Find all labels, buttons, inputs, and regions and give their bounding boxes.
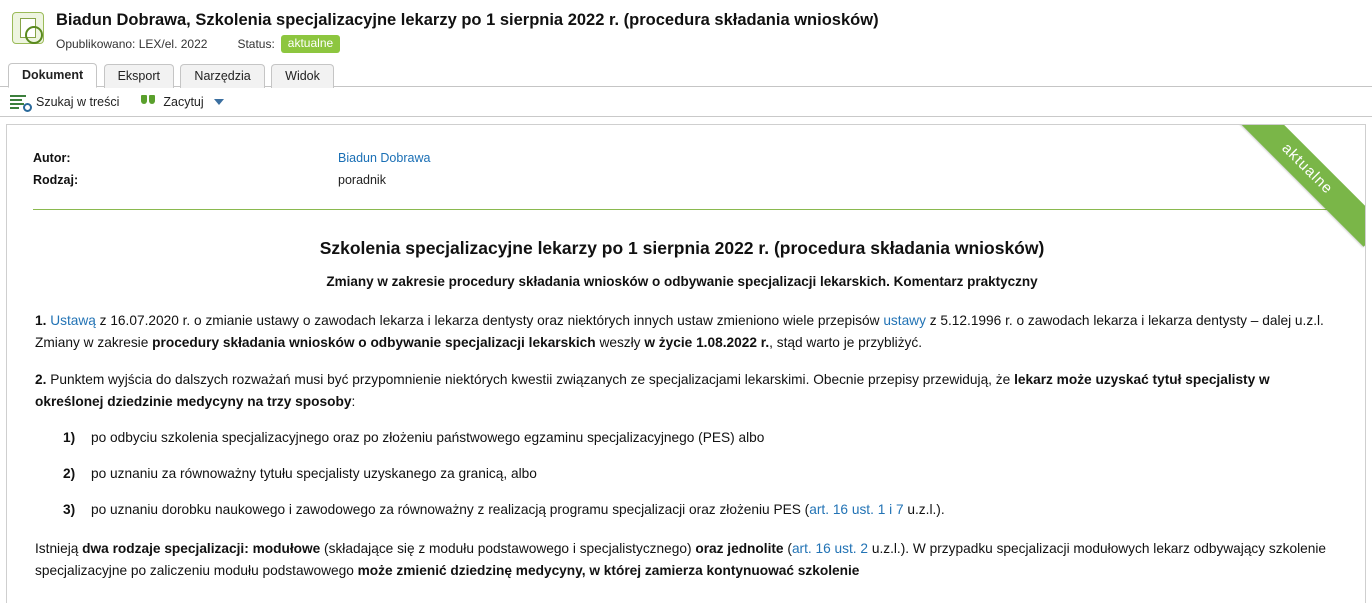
paragraph-3-t3: ( (783, 541, 792, 556)
paragraph-3-t2: (składające się z modułu podstawowego i specjalistycznego) (320, 541, 696, 556)
numbered-list (35, 427, 1329, 521)
paragraph-3-b3: może zmienić dziedzinę medycyny, w której zamierza kontynuować szkolenie (357, 563, 860, 578)
paragraph-3-t4: u.z.l.). W przypadku specjalizacji modułowych lekarz odbywający szkolenie specjalizacyjne po zaliczeniu modułu podstawowego (35, 541, 1326, 578)
list-item (35, 463, 1329, 485)
tab-eksport[interactable]: Eksport (104, 64, 174, 88)
document-meta (56, 35, 879, 53)
cite-label: Zacytuj (163, 94, 204, 109)
cite-button[interactable] (141, 94, 223, 109)
list-item-marker: 1) (63, 430, 76, 445)
paragraph-2-t1: Punktem wyjścia do dalszych rozważań musi być przypomnienie niektórych kwestii związanych ze specjalizacjami lekarskimi. Obecnie przepisy przewidują, że (46, 372, 1015, 387)
field-value-autor (338, 147, 430, 169)
list-item-marker: 2) (63, 466, 76, 481)
list-item (35, 499, 1329, 521)
document-toolbar (0, 87, 1372, 117)
paragraph-3-b1: dwa rodzaje specjalizacji: modułowe (82, 541, 321, 556)
document-panel (6, 124, 1366, 603)
author-link[interactable]: Biadun Dobrawa (338, 151, 431, 165)
paragraph-2-number: 2. (35, 372, 47, 387)
paragraph-1-b2: w życie 1.08.2022 r. (644, 335, 770, 350)
document-metadata-fields (7, 125, 1365, 210)
paragraph-2 (35, 369, 1329, 413)
search-icon (10, 94, 30, 110)
document-header (0, 0, 1372, 117)
status-ribbon-label: aktualne (1278, 139, 1337, 198)
paragraph-1 (35, 310, 1329, 354)
tab-dokument[interactable]: Dokument (8, 63, 97, 88)
list-item (35, 427, 1329, 449)
list-item-text: po odbyciu szkolenia specjalizacyjnego oraz po złożeniu państwowego egzaminu specjalizacyjnego (PES) albo (91, 430, 765, 445)
paragraph-3 (35, 538, 1329, 582)
list-item-text: po uznaniu za równoważny tytułu specjalisty uzyskanego za granicą, albo (91, 466, 537, 481)
paragraph-1-link-ustawa[interactable]: Ustawą (50, 313, 96, 328)
paragraph-1-t3: z 5.12.1996 r. o zawodach lekarza i lekarza dentysty – dalej u.z.l. Zmiany w zakresie (35, 313, 1324, 350)
article-title: Szkolenia specjalizacyjne lekarzy po 1 sierpnia 2022 r. (procedura składania wniosków) (319, 238, 1045, 258)
tab-narzedzia[interactable]: Narzędzia (180, 64, 264, 88)
article-subtitle: Zmiany w zakresie procedury składania wniosków o odbywanie specjalizacji lekarskich. Komentarz praktyczny (326, 274, 1038, 289)
published-info: Opublikowano: LEX/el. 2022 (56, 37, 208, 51)
title-block (56, 10, 879, 53)
tab-bar (0, 62, 1372, 87)
paragraph-3-t1: Istnieją (35, 541, 83, 556)
status-badge: aktualne (281, 35, 340, 53)
document-circle-icon (12, 12, 44, 44)
field-row (33, 147, 1331, 169)
paragraph-2-t2: : (351, 394, 356, 409)
paragraph-1-link-ustawy[interactable]: ustawy (883, 313, 926, 328)
paragraph-3-b2: oraz jednolite (695, 541, 784, 556)
title-row (0, 6, 1372, 53)
paragraph-1-t5: , stąd warto je przybliżyć. (769, 335, 923, 350)
field-value-rodzaj: poradnik (338, 173, 386, 187)
paragraph-3-link-art16ust2[interactable]: art. 16 ust. 2 (791, 541, 869, 556)
list-item-link-art16[interactable]: art. 16 ust. 1 i 7 (809, 502, 904, 517)
paragraph-1-t2: z 16.07.2020 r. o zmianie ustawy o zawodach lekarza i lekarza dentysty oraz niektórych innych ustaw zmieniono wiele przepisów (95, 313, 884, 328)
tab-widok[interactable]: Widok (271, 64, 334, 88)
page-title: Biadun Dobrawa, Szkolenia specjalizacyjne lekarzy po 1 sierpnia 2022 r. (procedura składania wniosków) (56, 11, 879, 29)
quote-icon (141, 94, 157, 109)
field-row (33, 169, 1331, 191)
field-label-rodzaj: Rodzaj: (33, 173, 79, 187)
list-item-text-pre: po uznaniu dorobku naukowego i zawodowego za równoważny z realizacją programu specjalizacji oraz złożeniu PES ( (91, 502, 810, 517)
search-in-content-label: Szukaj w treści (36, 94, 120, 109)
divider (33, 209, 1331, 210)
paragraph-1-t4: weszły (595, 335, 645, 350)
status-label: Status: (237, 37, 275, 51)
search-in-content-button[interactable] (10, 94, 119, 110)
paragraph-1-number: 1. (35, 313, 47, 328)
chevron-down-icon[interactable] (214, 99, 224, 105)
paragraph-1-b1: procedury składania wniosków o odbywanie specjalizacji lekarskich (152, 335, 596, 350)
article-body (7, 236, 1365, 582)
paragraph-2-b1: lekarz może uzyskać tytuł specjalisty w określonej dziedzinie medycyny na trzy sposoby (35, 372, 1270, 409)
field-label-autor: Autor: (33, 151, 71, 165)
list-item-marker: 3) (63, 502, 76, 517)
list-item-text-post: u.z.l.). (903, 502, 945, 517)
